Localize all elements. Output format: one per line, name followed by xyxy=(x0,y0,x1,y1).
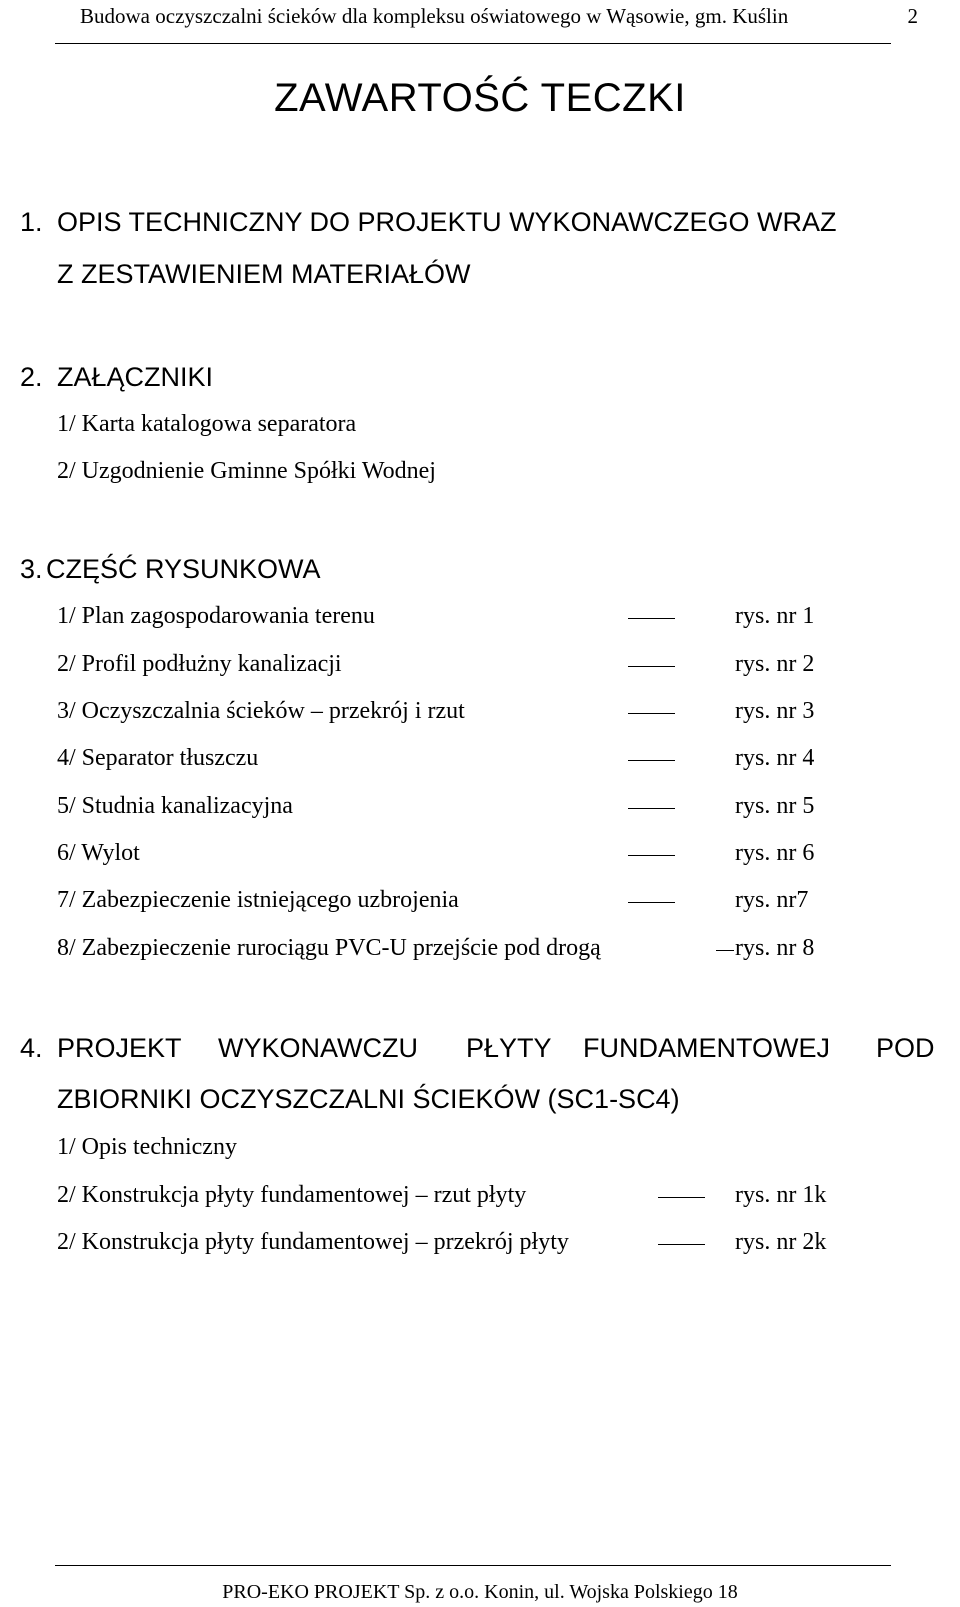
drawing-item-ref: rys. nr 1 xyxy=(735,603,815,629)
dash-separator xyxy=(658,1197,705,1198)
section-4-heading-word: PŁYTY xyxy=(466,1033,552,1063)
section-2-heading: ZAŁĄCZNIKI xyxy=(57,362,214,392)
dash-separator xyxy=(628,713,675,714)
section-4-heading-word: WYKONAWCZU xyxy=(218,1033,418,1063)
drawing-item-label: 3/ Oczyszczalnia ścieków – przekrój i rzut xyxy=(57,698,465,724)
section-4-heading-word: POD xyxy=(876,1033,935,1063)
drawing-item-label: 6/ Wylot xyxy=(57,840,140,866)
section-2-item: 2/ Uzgodnienie Gminne Spółki Wodnej xyxy=(57,458,436,484)
construction-item-label: 1/ Opis techniczny xyxy=(57,1134,237,1160)
drawing-item-label: 4/ Separator tłuszczu xyxy=(57,745,259,771)
dash-separator xyxy=(628,760,675,761)
header-title: Budowa oczyszczalni ścieków dla kompleksu oświatowego w Wąsowie, gm. Kuślin xyxy=(80,4,789,28)
section-4-number: 4. xyxy=(20,1033,43,1063)
section-4-heading-word: PROJEKT xyxy=(57,1033,182,1063)
drawing-item-ref: rys. nr 4 xyxy=(735,745,815,771)
section-1-heading-line2: Z ZESTAWIENIEM MATERIAŁÓW xyxy=(57,259,471,289)
dash-separator xyxy=(628,902,675,903)
construction-item-ref: rys. nr 1k xyxy=(735,1182,827,1208)
section-1-number: 1. xyxy=(20,207,43,237)
drawing-item-ref: rys. nr 3 xyxy=(735,698,815,724)
construction-item-ref: rys. nr 2k xyxy=(735,1229,827,1255)
construction-item-label: 2/ Konstrukcja płyty fundamentowej – przekrój płyty xyxy=(57,1229,569,1255)
drawing-item-label: 5/ Studnia kanalizacyjna xyxy=(57,793,293,819)
drawing-item-ref: rys. nr 2 xyxy=(735,651,815,677)
drawing-item-ref: rys. nr7 xyxy=(735,887,809,913)
document-title: ZAWARTOŚĆ TECZKI xyxy=(274,76,686,120)
dash-separator xyxy=(628,666,675,667)
drawing-item-label: 1/ Plan zagospodarowania terenu xyxy=(57,603,375,629)
dash-separator xyxy=(658,1244,705,1245)
section-3-number: 3. xyxy=(20,554,43,584)
drawing-item-ref: rys. nr 5 xyxy=(735,793,815,819)
dash-separator xyxy=(628,855,675,856)
page-number: 2 xyxy=(907,4,918,28)
footer-rule xyxy=(55,1565,891,1566)
section-1-heading-line1: OPIS TECHNICZNY DO PROJEKTU WYKONAWCZEGO WRAZ xyxy=(57,207,837,237)
dash-separator xyxy=(628,808,675,809)
drawing-item-label: 7/ Zabezpieczenie istniejącego uzbrojenia xyxy=(57,887,459,913)
header-rule xyxy=(55,43,891,44)
drawing-item-ref: rys. nr 8 xyxy=(735,935,815,961)
drawing-item-label: 2/ Profil podłużny kanalizacji xyxy=(57,651,342,677)
construction-item-label: 2/ Konstrukcja płyty fundamentowej – rzut płyty xyxy=(57,1182,527,1208)
section-2-number: 2. xyxy=(20,362,43,392)
section-4-heading-word: FUNDAMENTOWEJ xyxy=(583,1033,830,1063)
section-4-heading-line2: ZBIORNIKI OCZYSZCZALNI ŚCIEKÓW (SC1-SC4) xyxy=(57,1084,680,1114)
section-2-item: 1/ Karta katalogowa separatora xyxy=(57,411,357,437)
drawing-item-label: 8/ Zabezpieczenie rurociągu PVC-U przejście pod drogą xyxy=(57,935,601,961)
drawing-item-ref: rys. nr 6 xyxy=(735,840,815,866)
dash-separator xyxy=(716,950,734,951)
dash-separator xyxy=(628,618,675,619)
section-3-heading: CZĘŚĆ RYSUNKOWA xyxy=(46,554,321,584)
page-footer: PRO-EKO PROJEKT Sp. z o.o. Konin, ul. Wojska Polskiego 18 xyxy=(222,1581,738,1603)
